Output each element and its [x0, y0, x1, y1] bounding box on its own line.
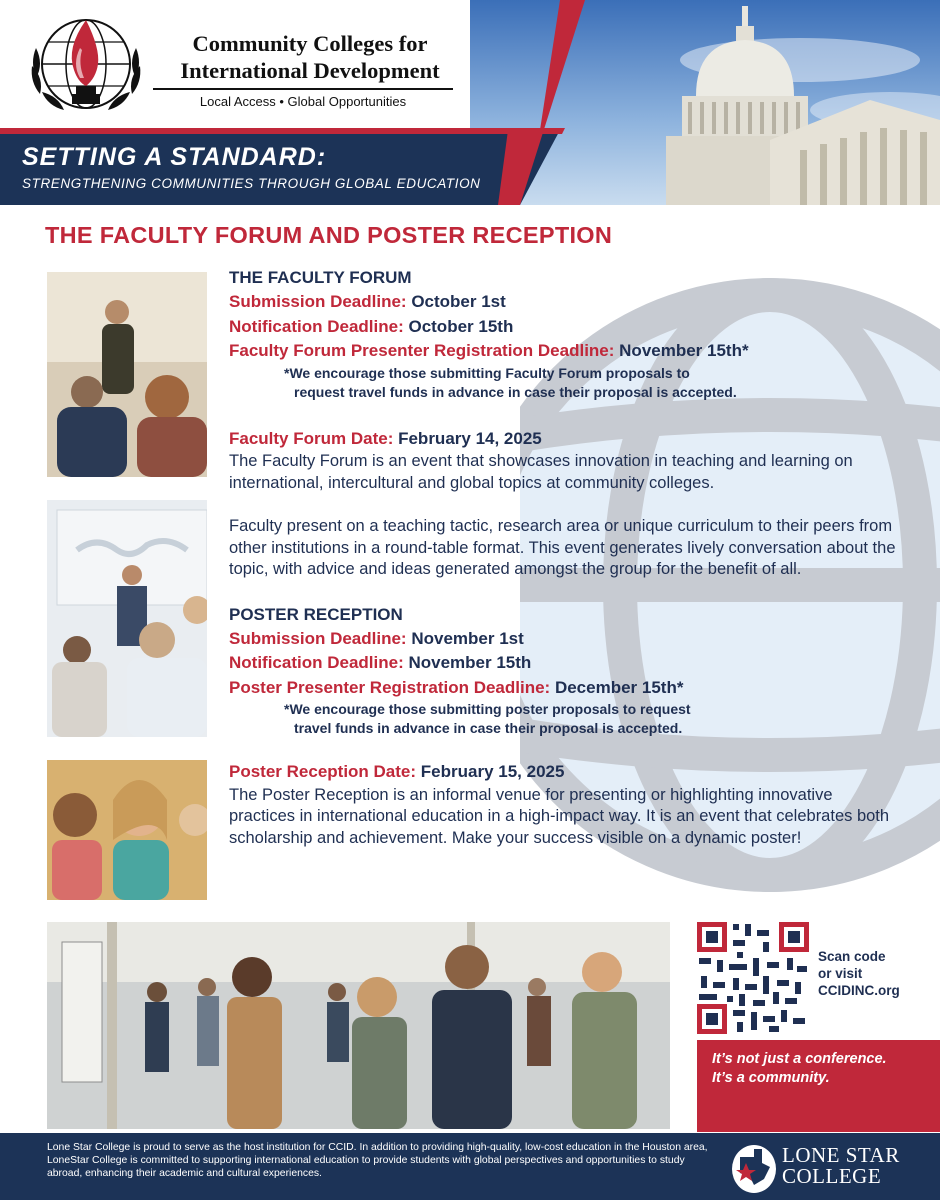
- pr-notification-label: Notification Deadline:: [229, 653, 404, 672]
- lone-star-college-name: [782, 1145, 900, 1187]
- faculty-forum-title: THE FACULTY FORUM: [229, 268, 412, 287]
- pr-note-line1: *We encourage those submitting poster proposals to request: [284, 701, 691, 717]
- ff-submission-label: Submission Deadline:: [229, 292, 407, 311]
- org-name-line2: International Development: [180, 58, 440, 83]
- scan-instructions: [818, 948, 900, 999]
- pr-notification-deadline: [229, 651, 909, 676]
- ff-notification-value: October 15th: [408, 316, 514, 336]
- ff-submission-deadline: [229, 290, 909, 315]
- page-title: THE FACULTY FORUM AND POSTER RECEPTION: [45, 222, 613, 248]
- ff-registration-label: Faculty Forum Presenter Registration Deadline:: [229, 341, 615, 360]
- footer-text: Lone Star College is proud to serve as the host institution for CCID. In addition to providing high-quality, low-cost education in the Houston area, LoneStar College is committed to supporting international education to provide students with global perspectives and opportunities to study abroad, enhancing their academic and cultural experiences.: [47, 1142, 708, 1179]
- ff-note-line2: request travel funds in advance in case their proposal is accepted.: [294, 383, 737, 400]
- lsc-name-line2: COLLEGE: [782, 1164, 882, 1188]
- slogan-line1: It’s not just a conference.: [712, 1051, 887, 1067]
- pr-event-date: [229, 760, 909, 785]
- ff-date-label: Faculty Forum Date:: [229, 428, 394, 448]
- banner-title: SETTING A STANDARD:: [22, 143, 327, 171]
- ff-date-value: February 14, 2025: [398, 428, 542, 448]
- ff-travel-note: [284, 364, 824, 402]
- presentation-photo: [47, 500, 207, 737]
- ff-event-date: [229, 427, 909, 452]
- content-column: [229, 266, 909, 849]
- lone-star-college-logo-icon: [730, 1139, 778, 1195]
- reception-event-photo: [47, 922, 670, 1129]
- org-tagline: Local Access • Global Opportunities: [199, 94, 407, 109]
- ff-notification-deadline: [229, 315, 909, 340]
- banner-subtitle: STRENGTHENING COMMUNITIES THROUGH GLOBAL EDUCATION: [22, 176, 481, 191]
- org-name: [160, 30, 460, 84]
- attendees-laughing-photo: [47, 760, 207, 900]
- ff-submission-value: October 1st: [411, 292, 506, 311]
- pr-date-value: February 15, 2025: [420, 762, 565, 781]
- pr-submission-label: Submission Deadline:: [229, 628, 407, 648]
- poster-reception-title: POSTER RECEPTION: [229, 604, 403, 624]
- ff-note-line1: *We encourage those submitting Faculty Forum proposals to: [284, 364, 690, 381]
- slogan: [712, 1050, 887, 1088]
- ff-notification-label: Notification Deadline:: [229, 316, 404, 336]
- ccid-logo-icon: [22, 8, 150, 120]
- pr-submission-value: November 1st: [411, 628, 524, 648]
- footer: [0, 1133, 940, 1200]
- scan-line1: Scan code: [818, 949, 886, 964]
- pr-registration-deadline: [229, 676, 909, 701]
- slogan-line2: It’s a community.: [712, 1070, 830, 1086]
- pr-travel-note: [284, 700, 824, 738]
- ff-registration-deadline: [229, 339, 909, 364]
- pr-registration-value: December 15th*: [554, 677, 684, 697]
- org-divider: [153, 88, 453, 90]
- speaker-photo: [47, 272, 207, 477]
- org-name-line1: Community Colleges for: [192, 31, 428, 56]
- pr-date-label: Poster Reception Date:: [229, 762, 417, 781]
- ff-description-1: The Faculty Forum is an event that showcases innovation in teaching and learning on international, intercultural and global topics at community colleges.: [229, 452, 853, 492]
- scan-line2: or visit: [818, 966, 863, 981]
- pr-submission-deadline: [229, 627, 909, 652]
- pr-description: The Poster Reception is an informal venue for presenting or highlighting innovative practices in international education in a high-impact way. It is an event that celebrates both scholarship and achievement. Make your success visible on a dynamic poster!: [229, 785, 890, 847]
- ff-description-2: Faculty present on a teaching tactic, research area or unique curriculum to their peers from other institutions in a round-table format. This event generates lively conversation about the topic, with advice and ideas generated amongst the group for the benefit of all.: [229, 517, 896, 578]
- pr-registration-label: Poster Presenter Registration Deadline:: [229, 677, 551, 697]
- lsc-name-line1: LONE STAR: [782, 1143, 900, 1167]
- header-banner: [0, 0, 940, 205]
- pr-note-line2: travel funds in advance in case their proposal is accepted.: [294, 720, 683, 736]
- website-link[interactable]: CCIDINC.org: [818, 983, 900, 998]
- ff-registration-value: November 15th*: [619, 341, 749, 360]
- pr-notification-value: November 15th: [408, 653, 532, 672]
- qr-code-icon[interactable]: [697, 922, 809, 1034]
